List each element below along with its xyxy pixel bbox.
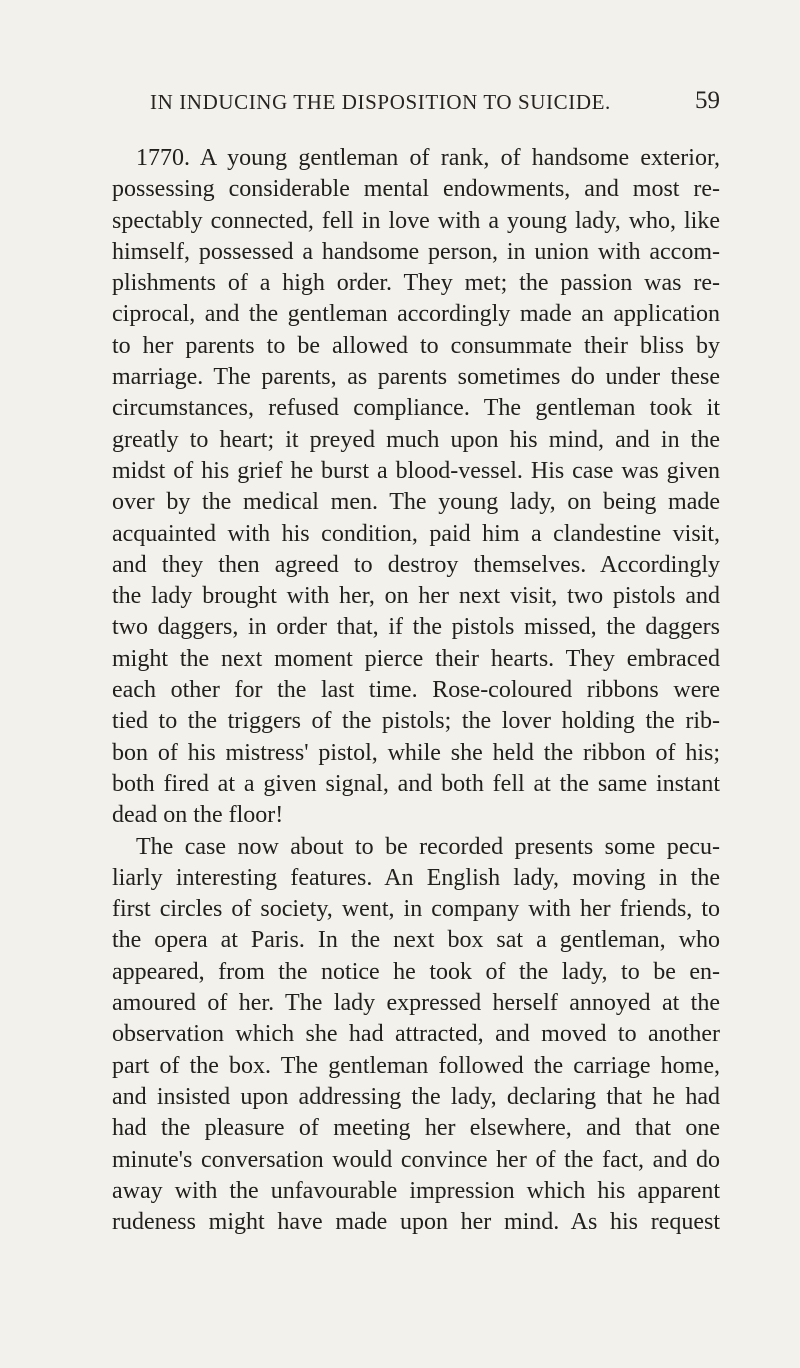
page-number: 59 (695, 87, 720, 114)
text-line: circumstances, refused compliance. The gentleman took it (112, 395, 720, 422)
text-line: both fired at a given signal, and both fell at the same instant (112, 770, 720, 797)
running-head: IN INDUCING THE DISPOSITION TO SUICIDE. (150, 90, 611, 114)
text-line: and insisted upon addressing the lady, declaring that he had (112, 1083, 720, 1110)
text-line: might the next moment pierce their hearts. They embraced (112, 645, 720, 672)
text-line: rudeness might have made upon her mind. As his request (112, 1209, 720, 1236)
text-line: plishments of a high order. They met; the passion was re- (112, 270, 720, 297)
text-line: minute's conversation would convince her of the fact, and do (112, 1146, 720, 1173)
text-line: marriage. The parents, as parents sometimes do under these (112, 364, 720, 391)
body-text (112, 143, 720, 1238)
text-line: dead on the floor! (112, 802, 284, 829)
text-line: liarly interesting features. An English lady, moving in the (112, 864, 720, 891)
text-line: bon of his mistress' pistol, while she held the ribbon of his; (112, 739, 720, 766)
text-line: acquainted with his condition, paid him a clandestine visit, (112, 520, 720, 547)
text-line: ciprocal, and the gentleman accordingly made an application (112, 301, 720, 328)
text-line: part of the box. The gentleman followed the carriage home, (112, 1052, 720, 1079)
text-line: appeared, from the notice he took of the lady, to be en- (112, 958, 720, 985)
text-line: himself, possessed a handsome person, in union with accom- (112, 238, 720, 265)
text-line: two daggers, in order that, if the pistols missed, the daggers (112, 614, 720, 641)
text-line: The case now about to be recorded presents some pecu- (136, 833, 720, 860)
text-line: had the pleasure of meeting her elsewhere, and that one (112, 1115, 720, 1142)
text-line: possessing considerable mental endowments, and most re- (112, 176, 720, 203)
text-line: observation which she had attracted, and moved to another (112, 1021, 720, 1048)
text-line: the opera at Paris. In the next box sat a gentleman, who (112, 927, 720, 954)
text-line: midst of his grief he burst a blood-vessel. His case was given (112, 457, 720, 484)
text-line: amoured of her. The lady expressed herself annoyed at the (112, 990, 720, 1017)
text-line: tied to the triggers of the pistols; the lover holding the rib- (112, 708, 720, 735)
text-line: spectably connected, fell in love with a young lady, who, like (112, 207, 720, 234)
text-line: and they then agreed to destroy themselves. Accordingly (112, 551, 720, 578)
text-line: to her parents to be allowed to consummate their bliss by (112, 332, 720, 359)
text-line: each other for the last time. Rose-coloured ribbons were (112, 677, 720, 704)
text-line: the lady brought with her, on her next visit, two pistols and (112, 583, 720, 610)
text-line: over by the medical men. The young lady, on being made (112, 489, 720, 516)
page-header (150, 87, 720, 118)
text-line: away with the unfavourable impression which his apparent (112, 1177, 720, 1204)
text-line: first circles of society, went, in company with her friends, to (112, 896, 720, 923)
text-line: greatly to heart; it preyed much upon his mind, and in the (112, 426, 720, 453)
text-line: 1770. A young gentleman of rank, of handsome exterior, (136, 145, 720, 171)
